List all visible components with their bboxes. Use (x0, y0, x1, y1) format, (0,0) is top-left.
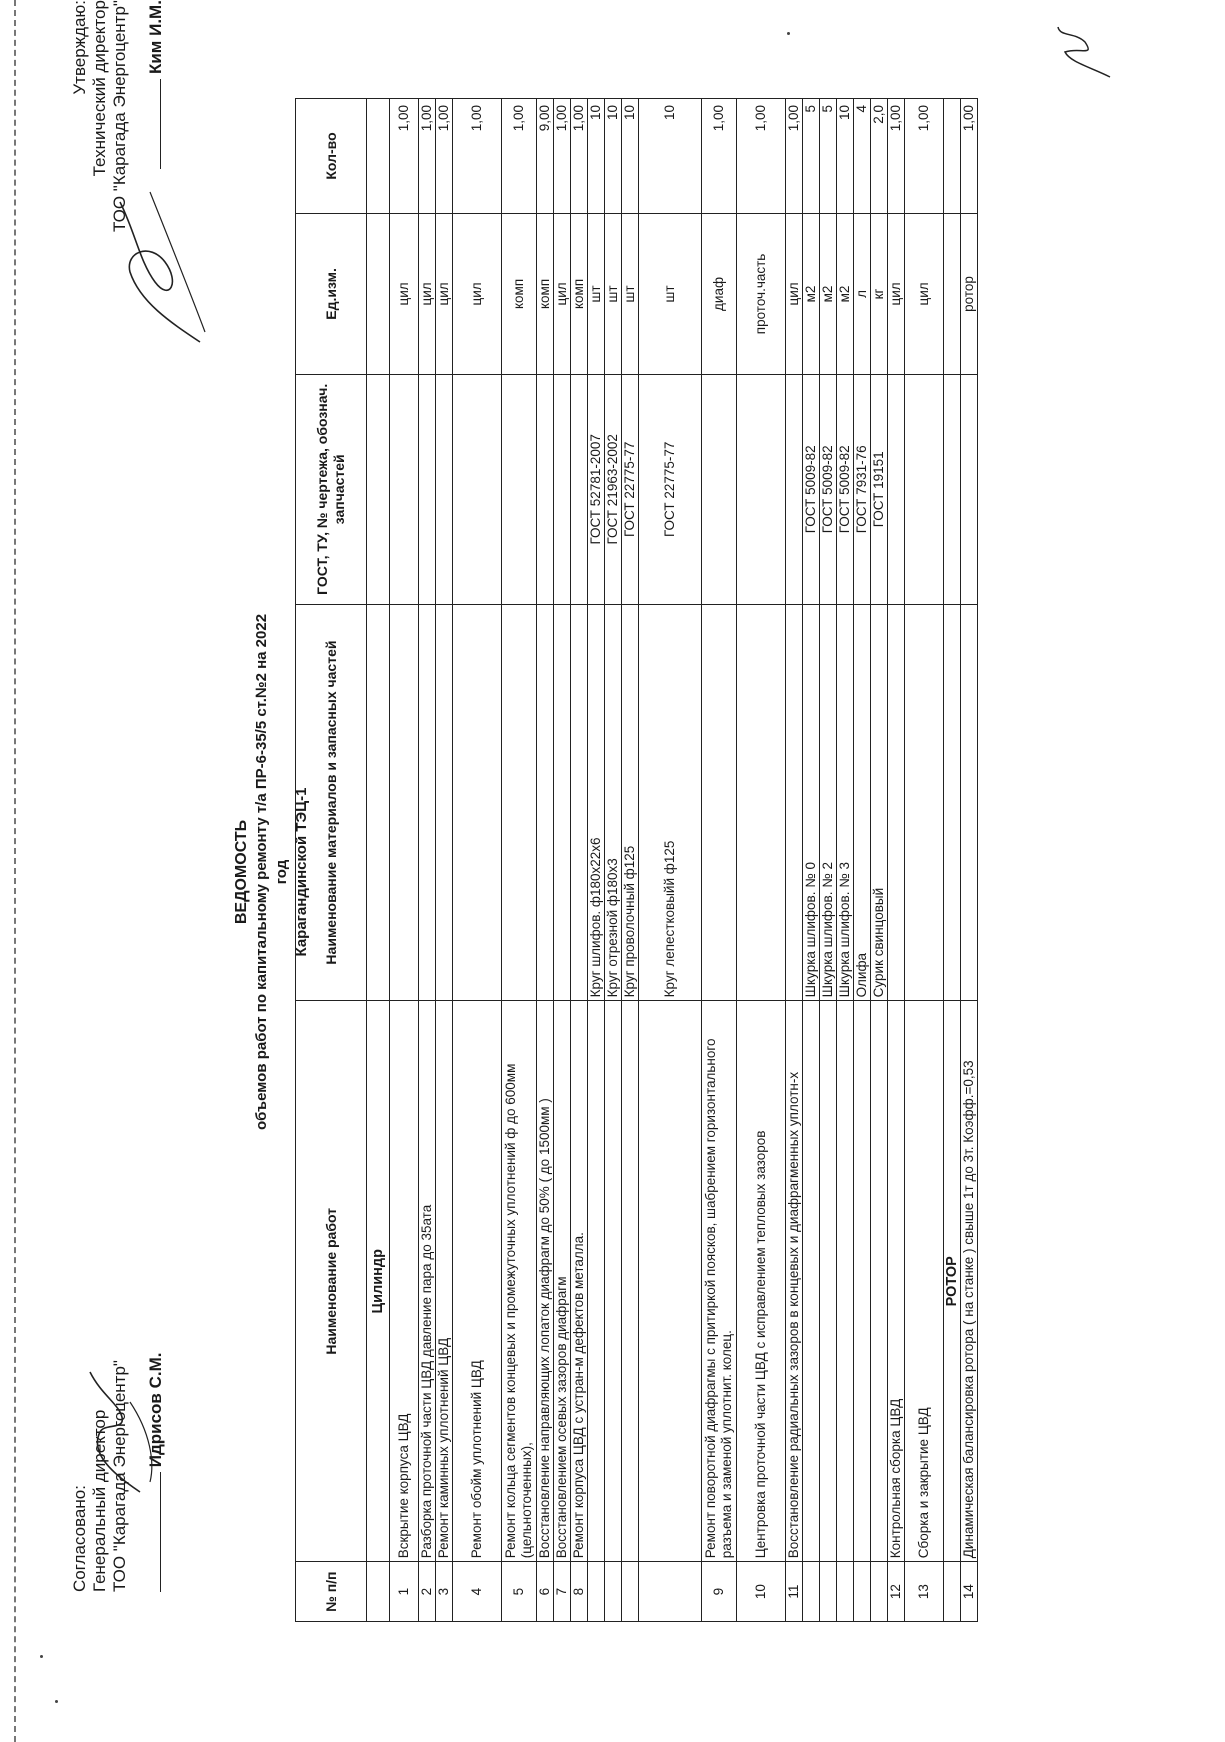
table-row (390, 99, 419, 1622)
section-empty-cell (367, 213, 390, 374)
row-qty: 5 (820, 99, 837, 214)
table-row (837, 99, 854, 1622)
table-row (502, 99, 537, 1622)
row-material (502, 604, 537, 1001)
row-material (888, 604, 905, 1001)
table-row (905, 99, 944, 1622)
row-unit: цил (554, 213, 571, 374)
row-material (571, 604, 588, 1001)
row-unit: м2 (820, 213, 837, 374)
row-work: Восстановлением осевых зазоров диафрагм (554, 1001, 571, 1562)
section-title: Цилиндр (367, 1001, 390, 1562)
section-empty-cell (367, 604, 390, 1001)
row-num: 10 (737, 1562, 786, 1622)
row-unit: м2 (837, 213, 854, 374)
works-table (295, 98, 978, 1622)
row-unit: л (854, 213, 871, 374)
row-gost: ГОСТ 52781-2007 (588, 374, 605, 604)
row-material: Шкурка шлифов. № 3 (837, 604, 854, 1001)
row-qty: 1,00 (961, 99, 978, 214)
row-unit: ротор (961, 213, 978, 374)
row-qty: 1,00 (453, 99, 502, 214)
row-num: 3 (436, 1562, 453, 1622)
table-row (419, 99, 436, 1622)
section-empty-cell (367, 99, 390, 214)
row-num: 14 (961, 1562, 978, 1622)
row-material: Круг шлифов. ф180х22х6 (588, 604, 605, 1001)
row-material (786, 604, 803, 1001)
signature-left (70, 1352, 160, 1502)
approval-left-label: Согласовано: (70, 1485, 89, 1592)
header-work: Наименование работ (296, 1001, 367, 1562)
row-qty: 1,00 (419, 99, 436, 214)
row-qty: 1,00 (436, 99, 453, 214)
row-qty: 4 (854, 99, 871, 214)
row-num: 4 (453, 1562, 502, 1622)
row-material: Круг отрезной ф180х3 (605, 604, 622, 1001)
section-empty-cell (944, 99, 961, 214)
table-row (737, 99, 786, 1622)
row-qty: 1,00 (888, 99, 905, 214)
row-gost (571, 374, 588, 604)
row-num: 9 (702, 1562, 737, 1622)
row-num (820, 1562, 837, 1622)
row-material (737, 604, 786, 1001)
row-qty: 10 (837, 99, 854, 214)
row-work (588, 1001, 605, 1562)
row-work: Ремонт поворотной диафрагмы с притиркой поясков, шабрением горизонтального разъема и заменой уплотнит. колец. (702, 1001, 737, 1562)
table-row (537, 99, 554, 1622)
row-work: Динамическая балансировка ротора ( на станке ) свыше 1т до 3т. Коэфф.=0,53 (961, 1001, 978, 1562)
row-work: Сборка и закрытие ЦВД (905, 1001, 944, 1562)
header-unit: Ед.изм. (296, 213, 367, 374)
row-gost (961, 374, 978, 604)
row-material: Круг лепестковыйй ф125 (639, 604, 702, 1001)
row-gost: ГОСТ 22775-77 (639, 374, 702, 604)
row-unit: шт (605, 213, 622, 374)
row-material (702, 604, 737, 1001)
row-num: 12 (888, 1562, 905, 1622)
section-row (944, 99, 961, 1622)
row-gost: ГОСТ 5009-82 (803, 374, 820, 604)
table-row (436, 99, 453, 1622)
row-unit: цил (888, 213, 905, 374)
header-num: № п/п (296, 1562, 367, 1622)
row-num (854, 1562, 871, 1622)
row-gost (702, 374, 737, 604)
row-qty: 1,00 (390, 99, 419, 214)
row-material (453, 604, 502, 1001)
row-work: Разборка проточной части ЦВД давление пара до 35ата (419, 1001, 436, 1562)
row-qty: 1,00 (786, 99, 803, 214)
table-header-row (296, 99, 367, 1622)
row-qty: 1,00 (554, 99, 571, 214)
row-gost (453, 374, 502, 604)
row-gost (390, 374, 419, 604)
row-unit: комп (537, 213, 554, 374)
title-line2: объемов работ по капитальному ремонту т/а ПР-6-35/5 ст.№2 на 2022 год (253, 613, 290, 1131)
header-gost: ГОСТ, ТУ, № чертежа, обознач. запчастей (296, 374, 367, 604)
row-material: Олифа (854, 604, 871, 1001)
table-row (786, 99, 803, 1622)
header-material: Наименование материалов и запасных частей (296, 604, 367, 1001)
row-gost (554, 374, 571, 604)
row-material: Круг проволочный ф125 (622, 604, 639, 1001)
row-qty: 10 (622, 99, 639, 214)
row-material (961, 604, 978, 1001)
row-num: 8 (571, 1562, 588, 1622)
table-row (605, 99, 622, 1622)
approval-right-company: ТОО "Карагада Энергоцентр" (110, 0, 129, 232)
table-row (854, 99, 871, 1622)
row-qty: 10 (605, 99, 622, 214)
row-material (905, 604, 944, 1001)
row-unit: шт (588, 213, 605, 374)
title-line1: ВЕДОМОСТЬ (233, 819, 250, 925)
table-row (588, 99, 605, 1622)
row-qty: 2,0 (871, 99, 888, 214)
row-work (837, 1001, 854, 1562)
row-qty: 1,00 (571, 99, 588, 214)
row-work (622, 1001, 639, 1562)
table-row (803, 99, 820, 1622)
row-unit: проточ.часть (737, 213, 786, 374)
row-gost (888, 374, 905, 604)
row-material: Шкурка шлифов. № 0 (803, 604, 820, 1001)
row-qty: 5 (803, 99, 820, 214)
row-unit: шт (622, 213, 639, 374)
row-unit: м2 (803, 213, 820, 374)
table-row (702, 99, 737, 1622)
row-material (537, 604, 554, 1001)
row-work: Контрольная сборка ЦВД (888, 1001, 905, 1562)
row-num (588, 1562, 605, 1622)
section-row (367, 99, 390, 1622)
row-num: 13 (905, 1562, 944, 1622)
row-unit: цил (905, 213, 944, 374)
row-gost (537, 374, 554, 604)
row-gost (737, 374, 786, 604)
table-row (622, 99, 639, 1622)
approval-left-position: Генеральный директор (90, 1409, 109, 1592)
row-gost (502, 374, 537, 604)
approval-left-name: Идрисов С.М. (146, 1352, 165, 1468)
row-gost (786, 374, 803, 604)
row-num (605, 1562, 622, 1622)
row-unit: цил (390, 213, 419, 374)
row-gost: ГОСТ 5009-82 (837, 374, 854, 604)
row-qty: 1,00 (905, 99, 944, 214)
row-material (419, 604, 436, 1001)
row-unit: цил (453, 213, 502, 374)
title-line3: Карагандинской ТЭЦ-1 (293, 787, 310, 957)
table-row (453, 99, 502, 1622)
corner-initials (1050, 17, 1120, 87)
table-row (639, 99, 702, 1622)
row-material (436, 604, 453, 1001)
section-num-cell (367, 1562, 390, 1622)
row-unit: комп (502, 213, 537, 374)
approval-right-name: Ким И.М. (146, 0, 165, 75)
row-unit: комп (571, 213, 588, 374)
row-unit: цил (436, 213, 453, 374)
row-work (871, 1001, 888, 1562)
row-unit: кг (871, 213, 888, 374)
row-work: Центровка проточной части ЦВД с исправлением тепловых зазоров (737, 1001, 786, 1562)
row-gost: ГОСТ 21963-2002 (605, 374, 622, 604)
row-num: 1 (390, 1562, 419, 1622)
row-unit: цил (786, 213, 803, 374)
row-work: Ремонт кольца сегментов концевых и промежуточных уплотнений ф до 600мм (цельноточенных), (502, 1001, 537, 1562)
table-row (871, 99, 888, 1622)
section-empty-cell (944, 604, 961, 1001)
row-material: Сурик свинцовый (871, 604, 888, 1001)
section-title: РОТОР (944, 1001, 961, 1562)
row-work: Ремонт корпуса ЦВД с устран-м дефектов металла. (571, 1001, 588, 1562)
row-work (639, 1001, 702, 1562)
row-gost (436, 374, 453, 604)
row-gost (905, 374, 944, 604)
approval-left-company: ТОО "Карагада Энергоцентр" (110, 1360, 129, 1592)
row-unit: цил (419, 213, 436, 374)
row-num (639, 1562, 702, 1622)
header-qty: Кол-во (296, 99, 367, 214)
table-row (571, 99, 588, 1622)
row-num: 11 (786, 1562, 803, 1622)
row-num: 7 (554, 1562, 571, 1622)
row-work (605, 1001, 622, 1562)
row-qty: 1,00 (737, 99, 786, 214)
section-empty-cell (944, 213, 961, 374)
table-row (961, 99, 978, 1622)
row-qty: 10 (639, 99, 702, 214)
row-gost: ГОСТ 22775-77 (622, 374, 639, 604)
row-work (820, 1001, 837, 1562)
row-num (803, 1562, 820, 1622)
row-material (390, 604, 419, 1001)
row-qty: 1,00 (702, 99, 737, 214)
row-gost: ГОСТ 7931-76 (854, 374, 871, 604)
row-work (803, 1001, 820, 1562)
section-empty-cell (944, 374, 961, 604)
section-empty-cell (367, 374, 390, 604)
row-material: Шкурка шлифов. № 2 (820, 604, 837, 1001)
row-qty: 1,00 (502, 99, 537, 214)
row-gost (419, 374, 436, 604)
approval-right-label: Утверждаю: (70, 0, 89, 95)
row-num: 2 (419, 1562, 436, 1622)
row-work: Восстановление радиальных зазоров в концевых и диафрагменных уплотн-х (786, 1001, 803, 1562)
row-num (871, 1562, 888, 1622)
table-body (367, 99, 978, 1622)
row-num: 6 (537, 1562, 554, 1622)
row-unit: шт (639, 213, 702, 374)
row-gost: ГОСТ 19151 (871, 374, 888, 604)
row-unit: диаф (702, 213, 737, 374)
signature-right (110, 182, 220, 362)
approval-right-position: Технический директор (90, 0, 109, 177)
row-num (837, 1562, 854, 1622)
row-material (554, 604, 571, 1001)
section-num-cell (944, 1562, 961, 1622)
row-work: Ремонт обойм уплотнений ЦВД (453, 1001, 502, 1562)
row-qty: 10 (588, 99, 605, 214)
row-work: Вскрытие корпуса ЦВД (390, 1001, 419, 1562)
row-work: Ремонт каминных уплотнений ЦВД (436, 1001, 453, 1562)
row-work: Восстановление направляющих лопаток диафрагм до 50% ( до 1500мм ) (537, 1001, 554, 1562)
row-num (622, 1562, 639, 1622)
row-qty: 9,00 (537, 99, 554, 214)
table-row (888, 99, 905, 1622)
table-row (554, 99, 571, 1622)
row-gost: ГОСТ 5009-82 (820, 374, 837, 604)
table-row (820, 99, 837, 1622)
row-work (854, 1001, 871, 1562)
row-num: 5 (502, 1562, 537, 1622)
